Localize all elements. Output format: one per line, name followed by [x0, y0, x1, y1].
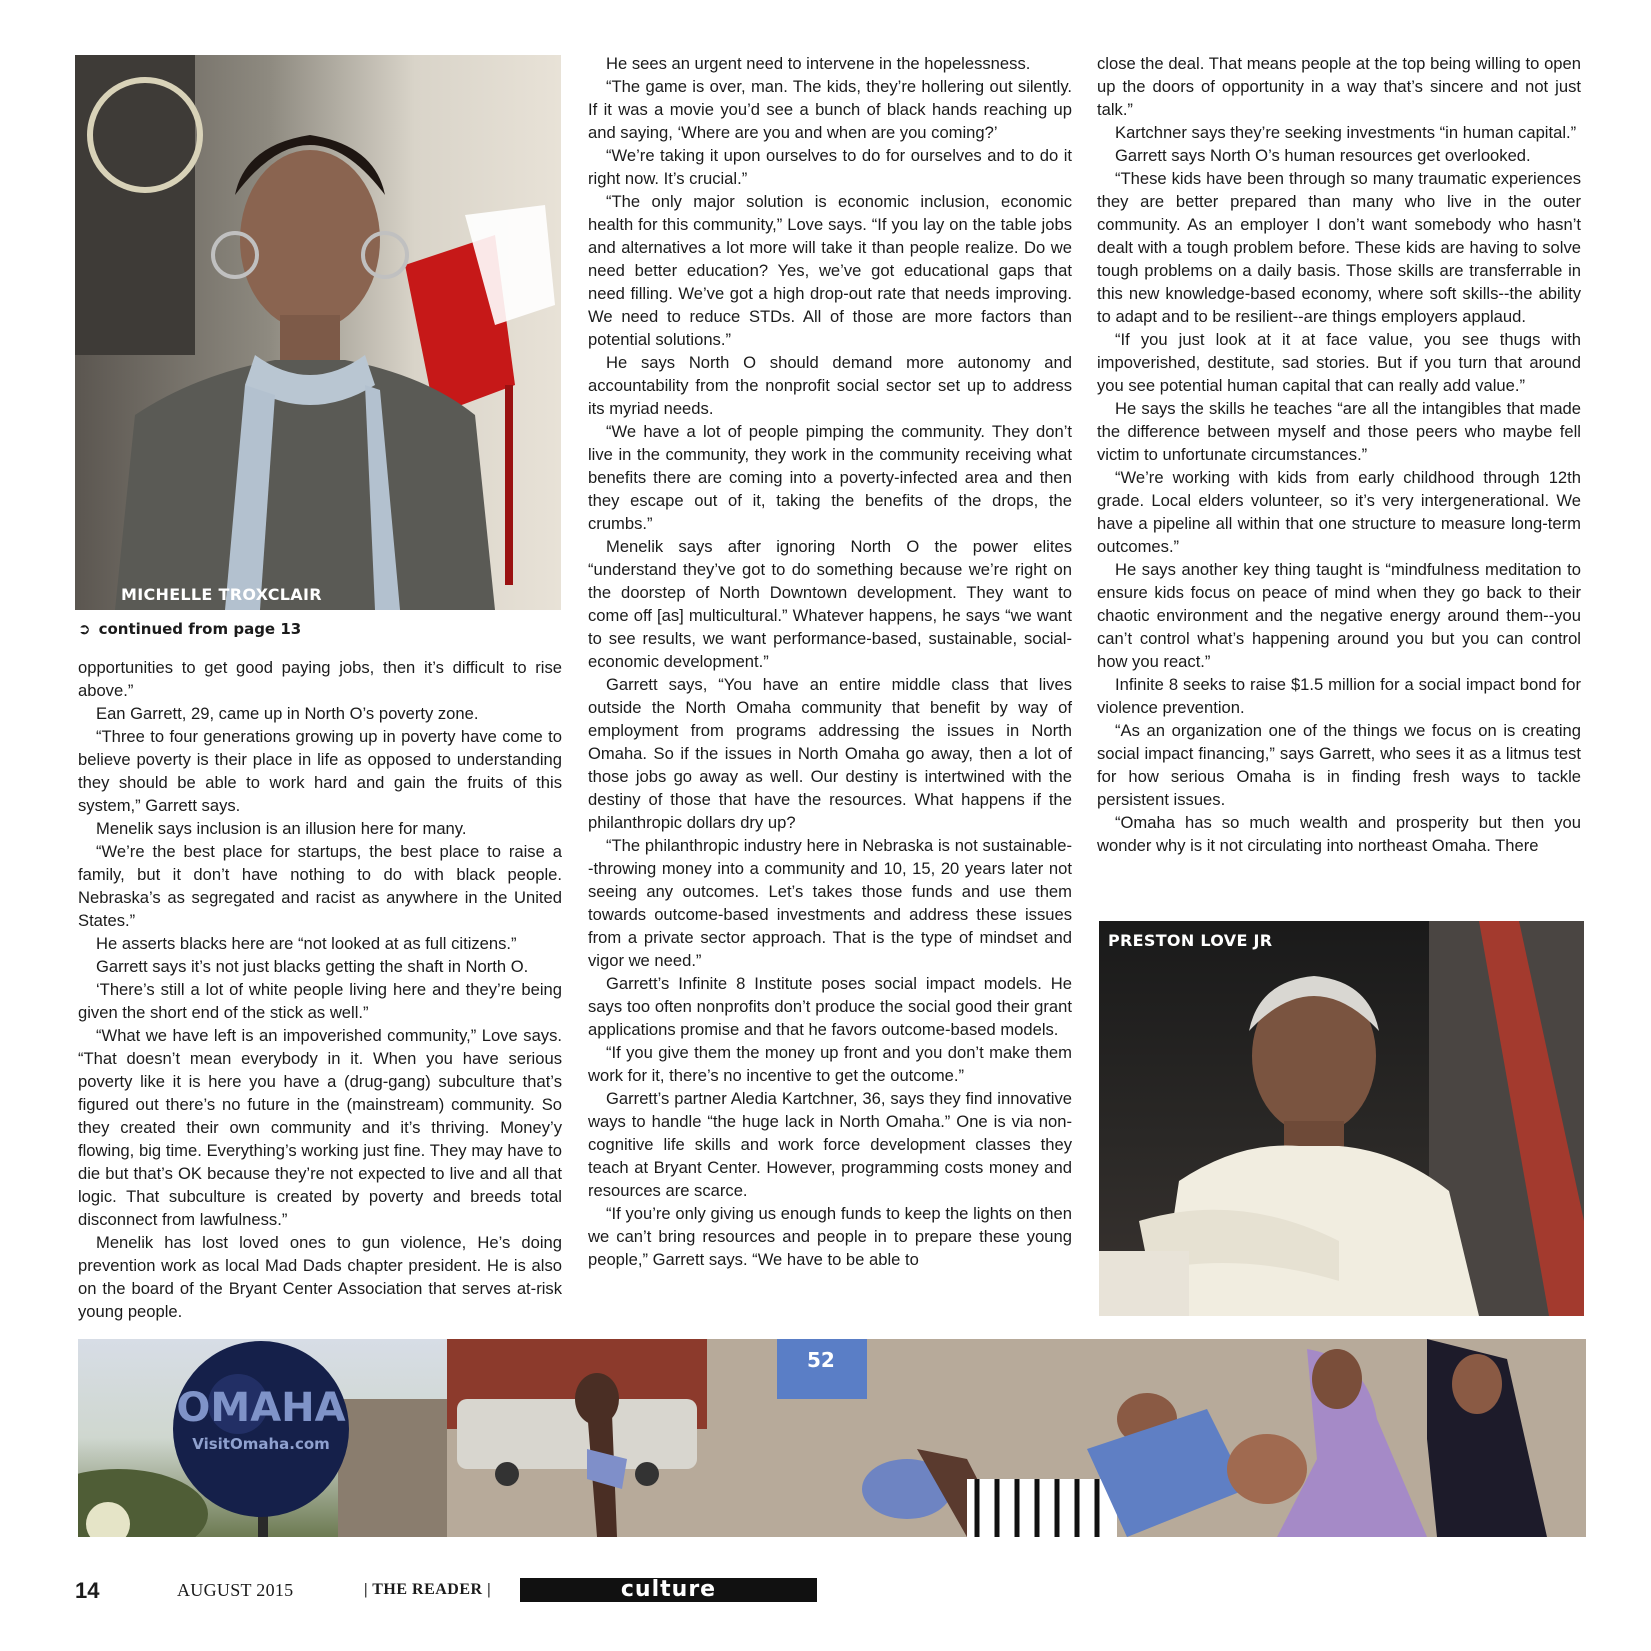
paragraph: close the deal. That means people at the top being willing to open up the doors of opportunity in a way that’s sincere and not just talk.” — [1097, 54, 1581, 119]
publication-name: | THE READER | — [364, 1581, 492, 1598]
paragraph: Infinite 8 seeks to raise $1.5 million for a social impact bond for violence prevention. — [1097, 675, 1581, 717]
paragraph: Garrett’s Infinite 8 Institute poses social impact models. He says too often nonprofits don’t produce the social good their grant applications promise and that he favors outcome-based models. — [588, 974, 1072, 1039]
paragraph: Garrett says, “You have an entire middle class that lives outside the North Omaha community that benefit by way of employment from programs addressing the issues in North Omaha. So if the issues in North Omaha go away, then a lot of those jobs go away as well. Our destiny is intertwined with the destiny of those that have the resources. What happens if the philanthropic dollars dry up? — [588, 675, 1072, 832]
paragraph: “The philanthropic industry here in Nebraska is not sustainable--throwing money into a community and 10, 15, 20 years later not seeing any outcomes. Let’s takes those funds and use them towards outcome-based investments and address these issues from a private sector approach. That is the type of mindset and vigor we need.” — [588, 836, 1072, 970]
sign-url: VisitOmaha.com — [192, 1435, 330, 1453]
photo-michelle-troxclair — [75, 55, 561, 610]
omaha-globe-sign — [78, 1339, 447, 1537]
paragraph: “Three to four generations growing up in poverty have come to believe poverty is their place in life as opposed to understanding they should be able to work hard and gain the fruits of this system,” Garrett says. — [78, 727, 562, 815]
paragraph: Garrett says North O’s human resources get overlooked. — [1115, 146, 1531, 165]
paragraph: “We’re the best place for startups, the best place to raise a family, but it don’t have nothing to do with black people. Nebraska’s as segregated and racist as anywhere in the United States.” — [78, 842, 562, 930]
portrait-illustration — [1099, 921, 1584, 1316]
omaha-sign-photo — [78, 1339, 447, 1537]
arrow-icon: ➲ — [78, 620, 91, 638]
paragraph: Ean Garrett, 29, came up in North O’s poverty zone. — [96, 704, 479, 723]
portrait-illustration — [75, 55, 561, 610]
omaha-banner-photo — [78, 1339, 1586, 1537]
paragraph: He asserts blacks here are “not looked at as full citizens.” — [96, 934, 517, 953]
article-column-3 — [1097, 52, 1581, 857]
paragraph: Menelik has lost loved ones to gun violence, He’s doing prevention work as local Mad Dads chapter president. He is also on the board of the Bryant Center Association that serves at-risk young people. — [78, 1233, 562, 1321]
paragraph: Garrett says it’s not just blacks getting the shaft in North O. — [96, 957, 529, 976]
paragraph: “We have a lot of people pimping the community. They don’t live in the community, they work in the community receiving what benefits there are coming into a poverty-infected area and then they escape out of it, taking the benefits of the drops, the crumbs.” — [588, 422, 1072, 533]
paragraph: Menelik says inclusion is an illusion here for many. — [96, 819, 467, 838]
paragraph: “What we have left is an impoverished community,” Love says. “That doesn’t mean everybody in it. When you have serious poverty like it is here you have a (drug-gang) subculture that’s figured out there’s no future in the (mainstream) community. So they created their own community and it’s thriving. Money’y flowing, big time. Everything’s working just fine. They may have to die but that’s OK because they’re not expected to live and all that logic. That subculture is created by poverty and breeds total disconnect from lawfulness.” — [78, 1026, 562, 1229]
paragraph: He says North O should demand more autonomy and accountability from the nonprofit social sector set up to address its myriad needs. — [588, 353, 1072, 418]
paragraph: Kartchner says they’re seeking investments “in human capital.” — [1115, 123, 1577, 142]
continued-text: continued from page 13 — [98, 620, 302, 638]
page-footer — [0, 1576, 1651, 1616]
paragraph: “The game is over, man. The kids, they’re hollering out silently. If it was a movie you’d see a bunch of black hands reaching up and saying, ‘Where are you and when are you coming?’ — [588, 77, 1072, 142]
paragraph: “Omaha has so much wealth and prosperity but then you wonder why is it not circulating into northeast Omaha. There — [1097, 813, 1581, 855]
issue-date: AUGUST 2015 — [177, 1580, 294, 1600]
paragraph: He says the skills he teaches “are all the intangibles that made the difference between myself and those peers who maybe fell victim to unfortunate circumstances.” — [1097, 399, 1581, 464]
paragraph: “If you give them the money up front and you don’t make them work for it, there’s no incentive to get the outcome.” — [588, 1043, 1072, 1085]
paragraph: He says another key thing taught is “mindfulness meditation to ensure kids focus on peace of mind when they go back to their chaotic environment and the negative energy around them--you can’t control what’s happening around you but you can control how you react.” — [1097, 560, 1581, 671]
page-number: 14 — [75, 1578, 100, 1603]
paragraph: “As an organization one of the things we focus on is creating social impact financing,” says Garrett, who sees it as a litmus test for how serious Omaha is in finding fresh ways to tackle persistent issues. — [1097, 721, 1581, 809]
paragraph: “If you’re only giving us enough funds to keep the lights on then we can’t bring resources and people in to prepare these young people,” Garrett says. “We have to be able to — [588, 1204, 1072, 1269]
photo-preston-love-jr — [1099, 921, 1584, 1316]
paragraph: “If you just look at it at face value, you see thugs with impoverished, destitute, sad stories. But if you turn that around you see potential human capital that can really add value.” — [1097, 330, 1581, 395]
mural-photo — [447, 1339, 1586, 1537]
sign-word: OMAHA — [176, 1385, 346, 1431]
paragraph: He sees an urgent need to intervene in the hopelessness. — [606, 54, 1031, 73]
paragraph: “The only major solution is economic inclusion, economic health for this community,” Love says. “If you lay on the table jobs and alternatives a lot more will take it than people realize. Do we need better education? Yes, we’ve got educational gaps that need filling. We’ve got a high drop-out rate that needs improving. We need to reduce STDs. All of those are more factors than potential solutions.” — [588, 192, 1072, 349]
photo-credit: MICHELLE TROXCLAIR — [121, 585, 322, 604]
mural-jersey-number: 52 — [807, 1348, 835, 1372]
paragraph: “These kids have been through so many traumatic experiences they are better prepared than many who live in the outer community. As an employer I don’t want somebody who hasn’t dealt with a tough problem before. These kids are having to solve tough problems on a daily basis. Those skills are transferrable in this new knowledge-based economy, where soft skills--the ability to adapt and to be resilient--are things employers applaud. — [1097, 169, 1581, 326]
article-column-2 — [588, 52, 1072, 1271]
article-column-1 — [78, 656, 562, 1323]
mural-illustration — [447, 1339, 1586, 1537]
continued-note — [78, 620, 301, 638]
photo-credit: PRESTON LOVE JR — [1108, 931, 1273, 950]
paragraph: “We’re working with kids from early childhood through 12th grade. Local elders volunteer, so it’s very intergenerational. We have a pipeline all within that one structure to measure long-term outcomes.” — [1097, 468, 1581, 556]
paragraph: Menelik says after ignoring North O the power elites “understand they’ve got to do something because we’re right on the doorstep of North Downtown development. They want to come off [as] multicultural.” Whatever happens, he says “we want to see results, we want performance-based, sustainable, social-economic development.” — [588, 537, 1072, 671]
paragraph: Garrett’s partner Aledia Kartchner, 36, says they find innovative ways to handle “the huge lack in North Omaha.” One is via non-cognitive life skills and work force development classes they teach at Bryant Center. However, programming costs money and resources are scarce. — [588, 1089, 1072, 1200]
section-label: culture — [520, 1578, 817, 1602]
paragraph: opportunities to get good paying jobs, then it’s difficult to rise above.” — [78, 658, 562, 700]
paragraph: ‘There’s still a lot of white people living here and they’re being given the short end of the stick as well.” — [78, 980, 562, 1022]
paragraph: “We’re taking it upon ourselves to do for ourselves and to do it right now. It’s crucial.” — [588, 146, 1072, 188]
